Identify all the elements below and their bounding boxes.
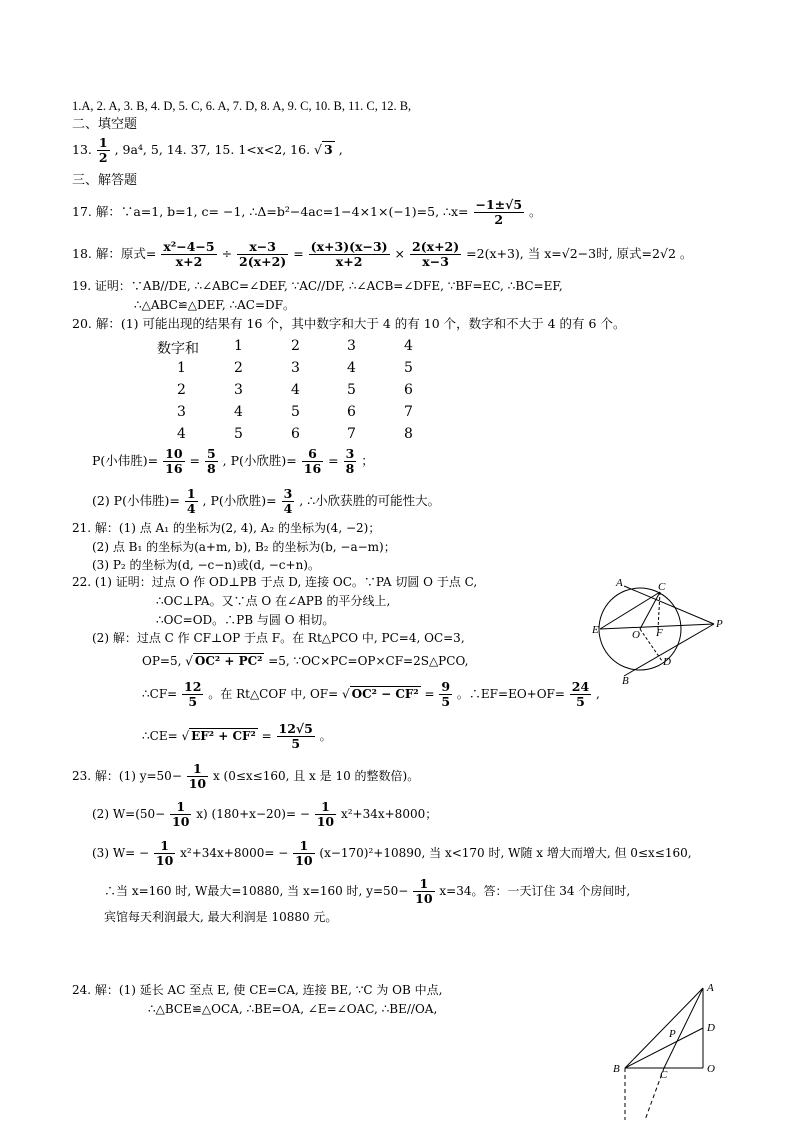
answer-19-line2: ∴△ABC≌△DEF, ∴AC=DF。 bbox=[134, 298, 295, 312]
frac-num: 1 bbox=[186, 486, 196, 501]
frac-den: 10 bbox=[295, 853, 313, 868]
fraction bbox=[170, 800, 191, 829]
equals-sign: = bbox=[261, 729, 272, 743]
fraction bbox=[315, 800, 336, 829]
fraction bbox=[185, 487, 198, 516]
frac-num: (x+3)(x−3) bbox=[310, 239, 388, 254]
answer-23-line2 bbox=[92, 800, 437, 829]
prob-label: P(小伟胜)= bbox=[92, 453, 159, 468]
answer-23-line5: 宾馆每天利润最大, 最大利润是 10880 元。 bbox=[104, 910, 338, 924]
frac-num: 1 bbox=[187, 762, 208, 777]
fraction bbox=[302, 447, 323, 476]
fraction bbox=[439, 680, 452, 709]
label-a: A bbox=[707, 982, 714, 994]
answer-19-line1: 19. 证明：∵AB//DE, ∴∠ABC=∠DEF, ∵AC//DF, ∴∠ACB=∠DFE, ∵BF=EC, ∴BC=EF, bbox=[72, 279, 563, 293]
prob-label: (2) P(小伟胜)= bbox=[92, 493, 180, 508]
text: ∴CE= bbox=[142, 729, 178, 743]
answer-17 bbox=[72, 198, 542, 227]
conclusion: , ∴小欣获胜的可能性大。 bbox=[299, 493, 441, 508]
sqrt-symbol: √ bbox=[342, 687, 350, 701]
answer-21-line3: (3) P₂ 的坐标为(d, −c−n)或(d, −c+n)。 bbox=[92, 558, 320, 572]
section-solutions: 三、解答题 bbox=[72, 173, 138, 188]
sqrt-symbol: √ bbox=[314, 142, 323, 157]
answer-16-sqrt: 3 bbox=[324, 142, 333, 157]
frac-den: 4 bbox=[283, 501, 293, 516]
line-ab bbox=[625, 988, 703, 1068]
geometry-figure-triangle bbox=[605, 978, 725, 1123]
frac-num: 5 bbox=[206, 446, 216, 461]
table-cell: 5 bbox=[404, 360, 413, 376]
answer-18-label: 18. 解：原式= bbox=[72, 246, 157, 261]
table-cell: 2 bbox=[177, 382, 186, 398]
frac-den: 10 bbox=[155, 853, 174, 868]
table-cell: 2 bbox=[234, 360, 243, 376]
label-c: C bbox=[658, 581, 666, 593]
line-oc bbox=[640, 592, 660, 629]
text: ∴CF= bbox=[142, 687, 178, 701]
label-f: F bbox=[656, 627, 663, 639]
frac-den: 5 bbox=[188, 694, 198, 709]
answer-18-result: =2(x+3), 当 x=√2−3时, 原式=2√2 。 bbox=[466, 246, 693, 261]
table-cell: 5 bbox=[347, 382, 356, 398]
answer-23-line3 bbox=[92, 839, 692, 868]
frac-den: 5 bbox=[291, 736, 301, 751]
label-b: B bbox=[622, 675, 629, 687]
text: x (0≤x≤160, 且 x 是 10 的整数倍)。 bbox=[212, 769, 420, 783]
table-cell: 6 bbox=[404, 382, 413, 398]
text: 。∴EF=EO+OF= bbox=[456, 687, 565, 701]
frac-den: x+2 bbox=[175, 254, 203, 269]
punctuation: ； bbox=[361, 453, 374, 468]
label-c: C bbox=[660, 1069, 668, 1081]
punctuation: 。 bbox=[319, 729, 332, 743]
answer-18 bbox=[72, 240, 692, 269]
frac-den: 8 bbox=[206, 461, 216, 476]
answer-18-frac3 bbox=[309, 240, 390, 269]
line-bd bbox=[625, 1028, 703, 1068]
frac-num: 1 bbox=[154, 839, 175, 854]
sqrt-symbol: √ bbox=[185, 654, 193, 668]
answer-18-frac1 bbox=[161, 240, 216, 269]
frac-den: 16 bbox=[303, 461, 322, 476]
answer-17-fraction bbox=[474, 198, 525, 227]
table-cell: 4 bbox=[234, 404, 243, 420]
equals-sign: = bbox=[189, 453, 200, 468]
table-cell: 1 bbox=[234, 338, 243, 354]
answer-13-end: , bbox=[338, 142, 343, 157]
table-cell: 3 bbox=[234, 382, 243, 398]
label-p: P bbox=[669, 1028, 676, 1040]
divide-sign: ÷ bbox=[221, 246, 233, 261]
text: =5, ∵OC×PC=OP×CF=2S△PCO, bbox=[268, 654, 469, 668]
fraction bbox=[205, 447, 218, 476]
answer-24-line2: ∴△BCE≌△OCA, ∴BE=OA, ∠E=∠OAC, ∴BE//OA, bbox=[148, 1002, 438, 1016]
equals-sign: = bbox=[293, 246, 304, 261]
frac-num: 12 bbox=[184, 679, 202, 694]
answer-13-label: 13. bbox=[72, 142, 92, 157]
sqrt-content: OC² + PC² bbox=[194, 654, 263, 668]
frac-den: 16 bbox=[165, 461, 183, 476]
answer-22-line1: 22. (1) 证明：过点 O 作 OD⊥PB 于点 D, 连接 OC。∵PA 切圆 O 于点 C, bbox=[72, 575, 478, 589]
answer-20-probability-1 bbox=[92, 447, 374, 476]
answer-22-line7 bbox=[142, 722, 332, 751]
text: (2) W=(50− bbox=[92, 807, 166, 821]
equals-sign: = bbox=[328, 453, 339, 468]
label-o: O bbox=[707, 1063, 715, 1075]
label-a: A bbox=[616, 577, 623, 589]
geometry-figure-circle bbox=[590, 572, 730, 687]
label-e: E bbox=[592, 624, 599, 636]
sqrt-symbol: √ bbox=[181, 729, 190, 743]
multiple-choice-answers: 1.A, 2. A, 3. B, 4. D, 5. C, 6. A, 7. D, 8. A, 9. C, 10. B, 11. C, 12. B, bbox=[72, 99, 412, 113]
table-cell: 8 bbox=[404, 426, 413, 442]
answer-20-probability-2 bbox=[92, 487, 440, 516]
text: (x−170)²+10890, 当 x<170 时, W随 x 增大而增大, 但 0≤x≤160, bbox=[319, 846, 692, 860]
frac-num: 3 bbox=[283, 486, 293, 501]
times-sign: × bbox=[394, 246, 406, 261]
answer-22-line5 bbox=[142, 652, 468, 670]
fraction bbox=[293, 839, 314, 868]
label-b: B bbox=[613, 1063, 620, 1075]
frac-num: 2(x+2) bbox=[412, 239, 460, 254]
punctuation: , bbox=[596, 687, 600, 701]
answer-23-line4 bbox=[104, 877, 630, 906]
prob-label: , P(小欣胜)= bbox=[222, 453, 297, 468]
frac-den: 5 bbox=[441, 694, 451, 709]
fraction bbox=[187, 762, 208, 791]
fraction bbox=[154, 839, 175, 868]
table-cell: 4 bbox=[404, 338, 413, 354]
frac-num: 24 bbox=[571, 679, 590, 694]
answer-18-frac4 bbox=[410, 240, 461, 269]
frac-den: 2 bbox=[98, 150, 108, 165]
table-cell: 1 bbox=[177, 360, 186, 376]
text: ∴当 x=160 时, W最大=10880, 当 x=160 时, y=50− bbox=[104, 884, 409, 898]
answer-13 bbox=[72, 136, 343, 165]
text: 23. 解：(1) y=50− bbox=[72, 769, 182, 783]
line-ap bbox=[624, 586, 714, 624]
answer-21-line2: (2) 点 B₁ 的坐标为(a+m, b), B₂ 的坐标为(b, −a−m)； bbox=[92, 540, 396, 554]
frac-num: x²−4−5 bbox=[163, 239, 215, 254]
text: x²+34x+8000= − bbox=[180, 846, 289, 860]
frac-num: 9 bbox=[441, 679, 451, 694]
table-cell: 6 bbox=[291, 426, 300, 442]
fraction bbox=[413, 877, 434, 906]
frac-den: 10 bbox=[316, 814, 335, 829]
line-cf bbox=[658, 592, 660, 629]
label-d: D bbox=[663, 656, 671, 668]
frac-num: −1±√5 bbox=[475, 197, 523, 212]
text: x²+34x+8000； bbox=[340, 807, 438, 821]
answer-17-text: 17. 解：∵a=1, b=1, c= −1, ∴Δ=b²−4ac=1−4×1×(−1)=5, ∴x= bbox=[72, 204, 469, 219]
table-cell: 7 bbox=[347, 426, 356, 442]
table-cell: 7 bbox=[404, 404, 413, 420]
text: x=34。答：一天订住 34 个房间时, bbox=[439, 884, 631, 898]
frac-num: 3 bbox=[345, 446, 355, 461]
table-cell: 2 bbox=[291, 338, 300, 354]
sqrt-content: EF² + CF² bbox=[191, 729, 256, 743]
line-ec bbox=[600, 592, 660, 629]
prob-label: , P(小欣胜)= bbox=[202, 493, 277, 508]
frac-num: 12√5 bbox=[278, 721, 313, 736]
frac-den: 8 bbox=[345, 461, 355, 476]
fraction bbox=[344, 447, 357, 476]
frac-den: x+2 bbox=[335, 254, 363, 269]
answer-20-intro: 20. 解：(1) 可能出现的结果有 16 个，其中数字和大于 4 的有 10 个，数字和不大于 4 的有 6 个。 bbox=[72, 316, 626, 331]
label-o: O bbox=[632, 629, 640, 641]
frac-num: 10 bbox=[165, 446, 183, 461]
table-cell: 3 bbox=[291, 360, 300, 376]
frac-num: x−3 bbox=[237, 240, 288, 255]
frac-num: 1 bbox=[98, 135, 108, 150]
label-p: P bbox=[716, 618, 723, 630]
answer-13-fraction bbox=[97, 136, 110, 165]
frac-den: 5 bbox=[576, 694, 585, 709]
table-cell: 6 bbox=[347, 404, 356, 420]
answer-22-line2: ∴OC⊥PA。又∵点 O 在∠APB 的平分线上, bbox=[156, 594, 391, 608]
answer-17-end: 。 bbox=[529, 204, 542, 219]
table-cell: 4 bbox=[347, 360, 356, 376]
answer-21-line1: 21. 解：(1) 点 A₁ 的坐标为(2, 4), A₂ 的坐标为(4, −2)； bbox=[72, 521, 381, 535]
table-cell: 3 bbox=[177, 404, 186, 420]
text: x) (180+x−20)= − bbox=[196, 807, 310, 821]
frac-den: x−3 bbox=[422, 254, 449, 269]
answer-22-line4: (2) 解：过点 C 作 CF⊥OP 于点 F。在 Rt△PCO 中, PC=4, OC=3, bbox=[92, 631, 465, 645]
table-cell: 5 bbox=[291, 404, 300, 420]
table-cell: 4 bbox=[177, 426, 186, 442]
sqrt-content: OC² − CF² bbox=[351, 687, 419, 701]
answer-24-line1: 24. 解：(1) 延长 AC 至点 E, 使 CE=CA, 连接 BE, ∵C 为 OB 中点, bbox=[72, 983, 443, 997]
answer-23-line1 bbox=[72, 762, 419, 791]
answer-18-frac2 bbox=[237, 240, 288, 269]
answer-13-text: , 9a⁴, 5, 14. 37, 15. 1<x<2, 16. bbox=[114, 142, 311, 157]
text: OP=5, bbox=[142, 654, 182, 668]
fraction bbox=[277, 722, 315, 751]
table-cell: 4 bbox=[291, 382, 300, 398]
equals-sign: = bbox=[424, 687, 435, 701]
frac-num: 1 bbox=[293, 839, 314, 854]
answer-22-line3: ∴OC=OD。∴PB 与圆 O 相切。 bbox=[156, 613, 335, 627]
table-cell: 数字和 bbox=[157, 341, 199, 357]
frac-num: 6 bbox=[302, 447, 323, 462]
table-cell: 5 bbox=[234, 426, 243, 442]
frac-den: 10 bbox=[172, 814, 190, 829]
frac-den: 2(x+2) bbox=[239, 254, 287, 269]
text: 。在 Rt△COF 中, OF= bbox=[208, 687, 339, 701]
frac-den: 4 bbox=[186, 501, 196, 516]
answer-22-line6 bbox=[142, 680, 600, 709]
fraction bbox=[163, 447, 184, 476]
frac-den: 10 bbox=[415, 891, 433, 906]
text: (3) W= − bbox=[92, 846, 150, 860]
fraction bbox=[182, 680, 203, 709]
fraction bbox=[570, 680, 591, 709]
table-cell: 3 bbox=[347, 338, 356, 354]
section-fill-blank: 二、填空题 bbox=[72, 117, 138, 132]
fraction bbox=[282, 487, 295, 516]
frac-num: 1 bbox=[170, 800, 191, 815]
label-d: D bbox=[707, 1022, 715, 1034]
frac-den: 10 bbox=[188, 776, 207, 791]
frac-num: 1 bbox=[315, 800, 336, 815]
frac-den: 2 bbox=[494, 212, 504, 227]
frac-num: 1 bbox=[413, 877, 434, 892]
